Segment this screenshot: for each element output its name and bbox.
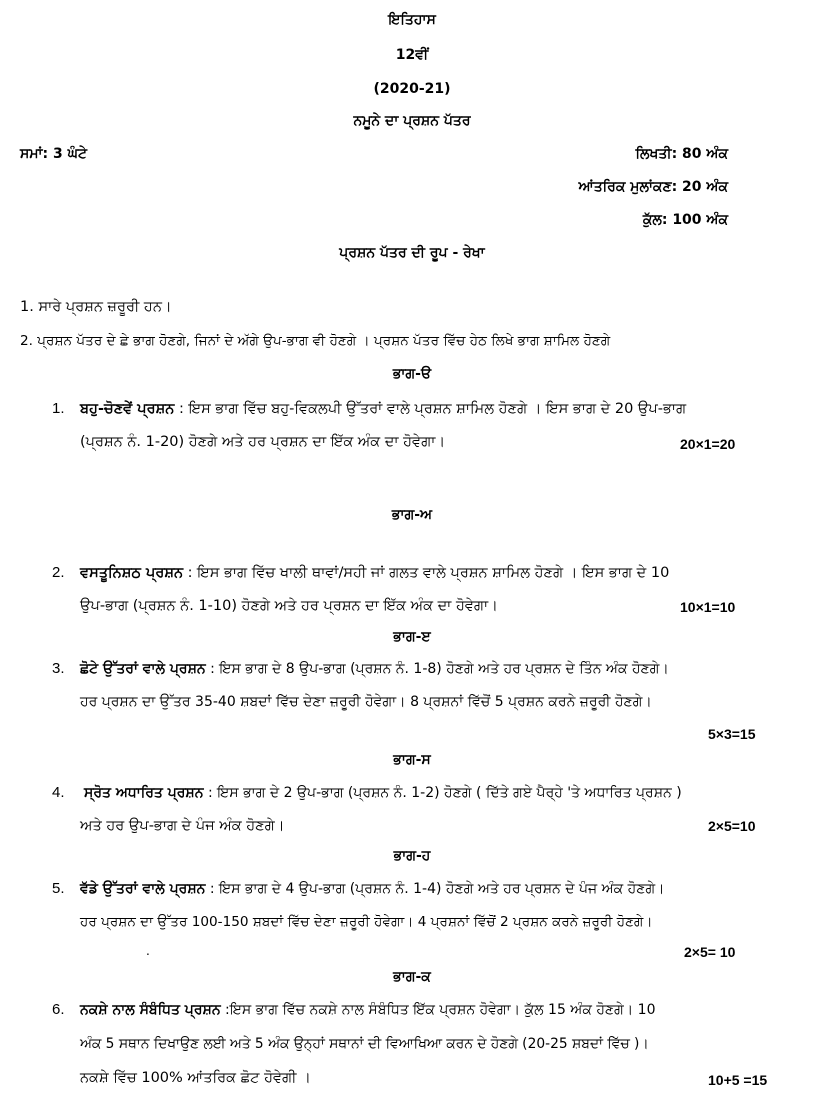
time-label: ਸਮਾਂ: 3 ਘੰਟੇ — [20, 146, 87, 162]
section-heading: ਭਾਗ-ੲ — [393, 629, 431, 645]
question-line: ਨਕਸ਼ੇ ਵਿੱਚ 100% ਆਂਤਰਿਕ ਛੋਟ ਹੋਵੇਗੀ । — [80, 1070, 311, 1086]
question-line: ਨਕਸ਼ੇ ਨਾਲ ਸੰਬੰਧਿਤ ਪ੍ਰਸ਼ਨ :ਇਸ ਭਾਗ ਵਿੱਚ ਨਕਸ਼ੇ ਨਾਲ ਸੰਬੰਧਿਤ ਇੱਕ ਪ੍ਰਸ਼ਨ ਹੋਵੇਗਾ। ਕੁੱਲ 15 ਅੰਕ ਹੋਣਗੇ। 10 — [80, 1002, 656, 1018]
marks-formula: 2×5=10 — [708, 818, 756, 834]
instruction-2: 2. ਪ੍ਰਸ਼ਨ ਪੱਤਰ ਦੇ ਛੇ ਭਾਗ ਹੋਣਗੇ, ਜਿਨਾਂ ਦੇ ਅੱਗੇ ਉਪ-ਭਾਗ ਵੀ ਹੋਣਗੇ । ਪ੍ਰਸ਼ਨ ਪੱਤਰ ਵਿੱਚ ਹੇਠ ਲਿਖੇ ਭਾਗ ਸ਼ਾਮਿਲ ਹੋਣਗੇ — [20, 333, 611, 349]
section-heading: ਭਾਗ-ਹ — [393, 848, 431, 864]
instruction-1: 1. ਸਾਰੇ ਪ੍ਰਸ਼ਨ ਜ਼ਰੂਰੀ ਹਨ। — [20, 299, 172, 315]
session-label: (2020-21) — [373, 81, 451, 97]
subject-title: ਇਤਿਹਾਸ — [388, 12, 436, 28]
question-line: ਹਰ ਪ੍ਰਸ਼ਨ ਦਾ ਉੱਤਰ 35-40 ਸ਼ਬਦਾਂ ਵਿੱਚ ਦੇਣਾ ਜ਼ਰੂਰੀ ਹੋਵੇਗਾ। 8 ਪ੍ਰਸ਼ਨਾਂ ਵਿੱਚੋਂ 5 ਪ੍ਰਸ਼ਨ ਕਰਨੇ ਜ਼ਰੂਰੀ ਹੋਣਗੇ। — [80, 694, 652, 710]
question-number: 4. — [52, 784, 65, 801]
question-line: ਵਸਤੂਨਿਸ਼ਠ ਪ੍ਰਸ਼ਨ : ਇਸ ਭਾਗ ਵਿੱਚ ਖਾਲੀ ਥਾਵਾਂ/ਸਹੀ ਜਾਂ ਗਲਤ ਵਾਲੇ ਪ੍ਰਸ਼ਨ ਸ਼ਾਮਿਲ ਹੋਣਗੇ । ਇਸ ਭਾਗ ਦੇ 10 — [80, 565, 670, 581]
outline-heading: ਪ੍ਰਸ਼ਨ ਪੱਤਰ ਦੀ ਰੂਪ - ਰੇਖਾ — [339, 245, 485, 261]
question-line: ਛੋਟੇ ਉੱਤਰਾਂ ਵਾਲੇ ਪ੍ਰਸ਼ਨ : ਇਸ ਭਾਗ ਦੇ 8 ਉਪ-ਭਾਗ (ਪ੍ਰਸ਼ਨ ਨੰ. 1-8) ਹੋਣਗੇ ਅਤੇ ਹਰ ਪ੍ਰਸ਼ਨ ਦੇ ਤਿੰਨ ਅੰਕ ਹੋਣਗੇ। — [80, 661, 669, 677]
written-marks: ਲਿਖਤੀ: 80 ਅੰਕ — [635, 146, 728, 162]
question-title: ਨਕਸ਼ੇ ਨਾਲ ਸੰਬੰਧਿਤ ਪ੍ਰਸ਼ਨ — [80, 1002, 221, 1018]
question-number: 1. — [52, 400, 65, 417]
section-heading: ਭਾਗ-ਅ — [391, 507, 433, 523]
total-marks: ਕੁੱਲ: 100 ਅੰਕ — [642, 212, 728, 228]
question-line: ਹਰ ਪ੍ਰਸ਼ਨ ਦਾ ਉੱਤਰ 100-150 ਸ਼ਬਦਾਂ ਵਿੱਚ ਦੇਣਾ ਜ਼ਰੂਰੀ ਹੋਵੇਗਾ। 4 ਪ੍ਰਸ਼ਨਾਂ ਵਿੱਚੋਂ 2 ਪ੍ਰਸ਼ਨ ਕਰਨੇ ਜ਼ਰੂਰੀ ਹੋਣਗੇ। — [80, 914, 653, 930]
question-number: 6. — [52, 1001, 65, 1018]
question-title: ਬਹੁ-ਚੋਣਵੇਂ ਪ੍ਰਸ਼ਨ — [80, 401, 175, 417]
internal-marks: ਆਂਤਰਿਕ ਮੁਲਾਂਕਣ: 20 ਅੰਕ — [578, 179, 728, 195]
paper-title: ਨਮੂਨੇ ਦਾ ਪ੍ਰਸ਼ਨ ਪੱਤਰ — [353, 113, 471, 129]
section-heading: ਭਾਗ-ੳ — [392, 366, 432, 382]
question-title: ਵਸਤੂਨਿਸ਼ਠ ਪ੍ਰਸ਼ਨ — [80, 565, 184, 581]
question-title: ਵੱਡੇ ਉੱਤਰਾਂ ਵਾਲੇ ਪ੍ਰਸ਼ਨ — [80, 881, 206, 897]
question-line: ਸ੍ਰੋਤ ਅਧਾਰਿਤ ਪ੍ਰਸ਼ਨ : ਇਸ ਭਾਗ ਦੇ 2 ਉਪ-ਭਾਗ (ਪ੍ਰਸ਼ਨ ਨੰ. 1-2) ਹੋਣਗੇ ( ਦਿੱਤੇ ਗਏ ਪੈਰ੍ਹੇ 'ਤੇ ਅਧਾਰਿਤ ਪ੍ਰਸ਼ਨ ) — [84, 785, 682, 801]
question-line: ਉਪ-ਭਾਗ (ਪ੍ਰਸ਼ਨ ਨੰ. 1-10) ਹੋਣਗੇ ਅਤੇ ਹਰ ਪ੍ਰਸ਼ਨ ਦਾ ਇੱਕ ਅੰਕ ਦਾ ਹੋਵੇਗਾ। — [80, 598, 498, 614]
marks-formula: 10×1=10 — [680, 599, 736, 615]
section-heading: ਭਾਗ-ਕ — [393, 969, 431, 985]
question-line: ਵੱਡੇ ਉੱਤਰਾਂ ਵਾਲੇ ਪ੍ਰਸ਼ਨ : ਇਸ ਭਾਗ ਦੇ 4 ਉਪ-ਭਾਗ (ਪ੍ਰਸ਼ਨ ਨੰ. 1-4) ਹੋਣਗੇ ਅਤੇ ਹਰ ਪ੍ਰਸ਼ਨ ਦੇ ਪੰਜ ਅੰਕ ਹੋਣਗੇ। — [80, 881, 665, 897]
question-number: 5. — [52, 880, 65, 897]
stray-dot: . — [146, 944, 150, 958]
question-number: 3. — [52, 660, 65, 677]
section-heading: ਭਾਗ-ਸ — [393, 752, 431, 768]
marks-formula: 2×5= 10 — [684, 944, 736, 960]
question-line: ਅਤੇ ਹਰ ਉਪ-ਭਾਗ ਦੇ ਪੰਜ ਅੰਕ ਹੋਣਗੇ। — [80, 818, 285, 834]
marks-formula: 5×3=15 — [708, 726, 756, 742]
question-title: ਛੋਟੇ ਉੱਤਰਾਂ ਵਾਲੇ ਪ੍ਰਸ਼ਨ — [80, 661, 206, 677]
marks-formula: 20×1=20 — [680, 436, 736, 452]
question-title: ਸ੍ਰੋਤ ਅਧਾਰਿਤ ਪ੍ਰਸ਼ਨ — [84, 785, 204, 801]
question-line: ਅੰਕ 5 ਸਥਾਨ ਦਿਖਾਉਣ ਲਈ ਅਤੇ 5 ਅੰਕ ਉਨ੍ਹਾਂ ਸਥਾਨਾਂ ਦੀ ਵਿਆਖਿਆ ਕਰਨ ਦੇ ਹੋਣਗੇ (20-25 ਸ਼ਬਦਾਂ ਵਿੱਚ )। — [80, 1036, 649, 1052]
question-number: 2. — [52, 564, 65, 581]
marks-formula: 10+5 =15 — [708, 1072, 768, 1088]
class-label: 12ਵੀਂ — [395, 47, 429, 63]
question-line: ਬਹੁ-ਚੋਣਵੇਂ ਪ੍ਰਸ਼ਨ : ਇਸ ਭਾਗ ਵਿੱਚ ਬਹੁ-ਵਿਕਲਪੀ ਉੱਤਰਾਂ ਵਾਲੇ ਪ੍ਰਸ਼ਨ ਸ਼ਾਮਿਲ ਹੋਣਗੇ । ਇਸ ਭਾਗ ਦੇ 20 ਉਪ-ਭਾਗ — [80, 401, 687, 417]
question-line: (ਪ੍ਰਸ਼ਨ ਨੰ. 1-20) ਹੋਣਗੇ ਅਤੇ ਹਰ ਪ੍ਰਸ਼ਨ ਦਾ ਇੱਕ ਅੰਕ ਦਾ ਹੋਵੇਗਾ। — [80, 434, 446, 450]
